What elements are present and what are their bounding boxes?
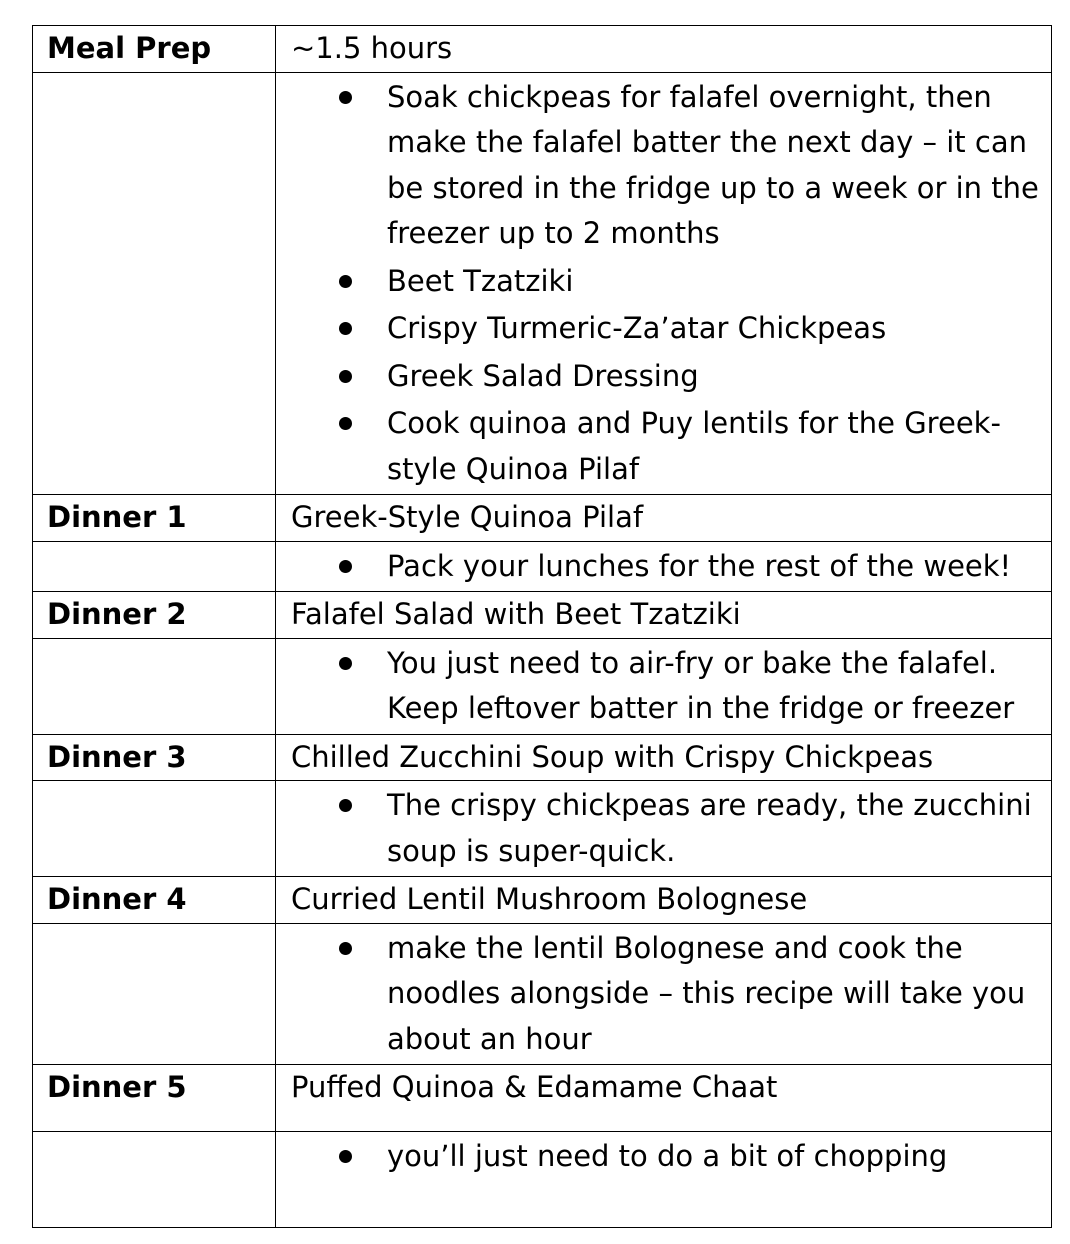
dinner-4-row xyxy=(33,877,1052,924)
note-text: Beet Tzatziki xyxy=(387,263,574,298)
meal-plan-table xyxy=(32,25,1052,1228)
note-text: you’ll just need to do a bit of chopping xyxy=(387,1139,948,1173)
row-label: Dinner 5 xyxy=(33,1065,276,1132)
note-text: make the lentil Bolognese and cook the noodles alongside – this recipe will take you about an hour xyxy=(387,930,1026,1056)
list-item xyxy=(276,259,1051,305)
list-item xyxy=(276,75,1051,257)
row-label: Dinner 3 xyxy=(33,734,276,781)
row-label: Meal Prep xyxy=(33,26,276,73)
dinner-1-row xyxy=(33,495,1052,542)
bullet-icon xyxy=(339,275,352,288)
note-text: The crispy chickpeas are ready, the zucchini soup is super-quick. xyxy=(387,788,1032,868)
meal-prep-row xyxy=(33,26,1052,73)
recipe-title: Greek-Style Quinoa Pilaf xyxy=(276,495,1052,542)
notes-cell xyxy=(276,541,1052,592)
dinner-2-row xyxy=(33,592,1052,639)
meal-prep-duration: ~1.5 hours xyxy=(276,26,1052,73)
note-text: Greek Salad Dressing xyxy=(387,358,699,393)
dinner-4-notes-row xyxy=(33,923,1052,1065)
list-item xyxy=(276,306,1051,352)
bullet-icon xyxy=(339,370,352,383)
recipe-title: Falafel Salad with Beet Tzatziki xyxy=(276,592,1052,639)
note-text: Cook quinoa and Puy lentils for the Greek-style Quinoa Pilaf xyxy=(387,406,1001,486)
list-item xyxy=(276,926,1051,1063)
notes-list xyxy=(276,783,1051,874)
row-label: Dinner 1 xyxy=(33,495,276,542)
notes-cell xyxy=(276,72,1052,495)
list-item xyxy=(276,641,1051,732)
notes-list xyxy=(276,641,1051,732)
dinner-3-row xyxy=(33,734,1052,781)
dinner-2-notes-row xyxy=(33,638,1052,734)
notes-cell xyxy=(276,1132,1052,1228)
empty-label-cell xyxy=(33,923,276,1065)
meal-prep-notes-row xyxy=(33,72,1052,495)
list-item xyxy=(276,401,1051,492)
note-text: Pack your lunches for the rest of the week! xyxy=(387,548,1012,583)
empty-label-cell xyxy=(33,72,276,495)
notes-cell xyxy=(276,781,1052,877)
dinner-3-notes-row xyxy=(33,781,1052,877)
notes-cell xyxy=(276,923,1052,1065)
dinner-1-notes-row xyxy=(33,541,1052,592)
notes-list xyxy=(276,544,1051,590)
empty-label-cell xyxy=(33,1132,276,1228)
bullet-icon xyxy=(339,322,352,335)
list-item xyxy=(276,354,1051,400)
note-text: Soak chickpeas for falafel overnight, then make the falafel batter the next day – it can be stored in the fridge up to a week or in the freezer up to 2 months xyxy=(387,79,1039,250)
notes-list xyxy=(276,926,1051,1063)
recipe-title: Puffed Quinoa & Edamame Chaat xyxy=(276,1065,1052,1132)
recipe-title: Curried Lentil Mushroom Bolognese xyxy=(276,877,1052,924)
bullet-icon xyxy=(339,417,352,430)
empty-label-cell xyxy=(33,541,276,592)
bullet-icon xyxy=(339,657,352,670)
bullet-icon xyxy=(339,1150,352,1163)
row-label: Dinner 2 xyxy=(33,592,276,639)
dinner-5-row xyxy=(33,1065,1052,1132)
notes-list xyxy=(276,1134,1051,1180)
note-text: Crispy Turmeric-Za’atar Chickpeas xyxy=(387,311,887,345)
empty-label-cell xyxy=(33,781,276,877)
bullet-icon xyxy=(339,942,352,955)
empty-label-cell xyxy=(33,638,276,734)
notes-cell xyxy=(276,638,1052,734)
list-item xyxy=(276,1134,1051,1180)
recipe-title: Chilled Zucchini Soup with Crispy Chickpeas xyxy=(276,734,1052,781)
bullet-icon xyxy=(339,560,352,573)
list-item xyxy=(276,544,1051,590)
dinner-5-notes-row xyxy=(33,1132,1052,1228)
bullet-icon xyxy=(339,799,352,812)
notes-list xyxy=(276,75,1051,493)
bullet-icon xyxy=(339,91,352,104)
row-label: Dinner 4 xyxy=(33,877,276,924)
note-text: You just need to air-fry or bake the falafel. Keep leftover batter in the fridge or freezer xyxy=(387,645,1015,725)
list-item xyxy=(276,783,1051,874)
